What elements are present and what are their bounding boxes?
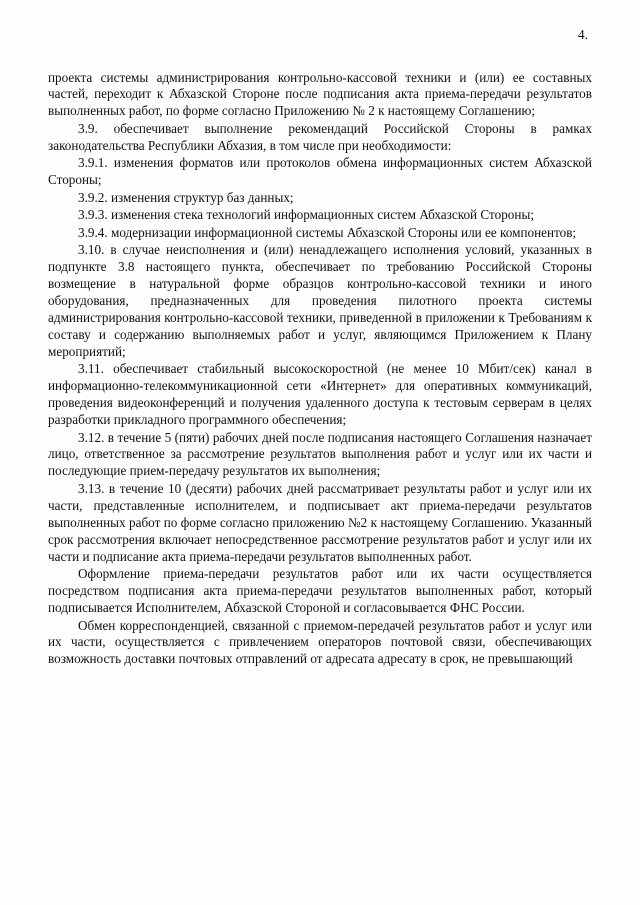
paragraph-correspondence-exchange: Обмен корреспонденцией, связанной с приемом-передачей результатов работ и услуг или их части, осуществляется с привлечением операторов почтовой связи, обеспечивающих возможность доставки почтовых отправлений от адресата адресату в срок, не превышающий — [48, 617, 592, 667]
page-number: 4. — [577, 27, 588, 42]
paragraph-3-9: 3.9. обеспечивает выполнение рекомендаций Российской Стороны в рамках законодательства Республики Абхазия, в том числе при необходимости: — [48, 120, 592, 153]
paragraph-continuation: проекта системы администрирования контрольно-кассовой техники и (или) ее составных частей, переходит к Абхазской Стороне после подписания акта приема-передачи результатов выполненных работ, по форме согласно Приложению № 2 к настоящему Соглашению; — [48, 69, 592, 119]
document-body — [48, 70, 592, 669]
paragraph-3-13: 3.13. в течение 10 (десяти) рабочих дней рассматривает результаты работ и услуг или их части, представленные исполнителем, и подписывает акт приема-передачи результатов выполненных работ по форме согласно приложению №2 к настоящему Соглашению. Указанный срок рассмотрения включает непосредственное рассмотрение результатов работ и услуг или их части и подписание акта приема-передачи результатов выполненных работ. — [48, 480, 592, 564]
paragraph-3-9-3: 3.9.3. изменения стека технологий информационных систем Абхазской Стороны; — [78, 207, 534, 223]
paragraph-3-9-1: 3.9.1. изменения форматов или протоколов обмена информационных систем Абхазской Стороны; — [48, 155, 592, 188]
paragraph-3-9-2: 3.9.2. изменения структур баз данных; — [78, 189, 294, 205]
paragraph-3-10: 3.10. в случае неисполнения и (или) ненадлежащего исполнения условий, указанных в подпункте 3.8 настоящего пункта, обеспечивает по требованию Российской Стороны возмещение в натуральной форме образцов контрольно-кассовой техники и иного оборудования, предназначенных для проведения пилотного проекта системы администрирования контрольно-кассовой техники, приведенной в приложении к Требованиям к составу и содержанию выполняемых работ и услуг, являющимся Приложением к Плану мероприятий; — [48, 242, 592, 359]
paragraph-acceptance-procedure: Оформление приема-передачи результатов работ или их части осуществляется посредством подписания акта приема-передачи результатов выполненных работ, который подписывается Исполнителем, Абхазской Стороной и согласовывается ФНС России. — [48, 566, 592, 616]
paragraph-3-11: 3.11. обеспечивает стабильный высокоскоростной (не менее 10 Мбит/сек) канал в информационно-телекоммуникационной сети «Интернет» для оперативных коммуникаций, проведения видеоконференций и получения удаленного доступа к тестовым серверам в целях разработки прикладного программного обеспечения; — [48, 361, 592, 428]
paragraph-3-9-4: 3.9.4. модернизации информационной системы Абхазской Стороны или ее компонентов; — [78, 224, 577, 240]
paragraph-3-12: 3.12. в течение 5 (пяти) рабочих дней после подписания настоящего Соглашения назначает лицо, ответственное за рассмотрение результатов выполнения работ и услуг или их части и последующие прием-передачу результатов их выполнения; — [48, 429, 592, 479]
